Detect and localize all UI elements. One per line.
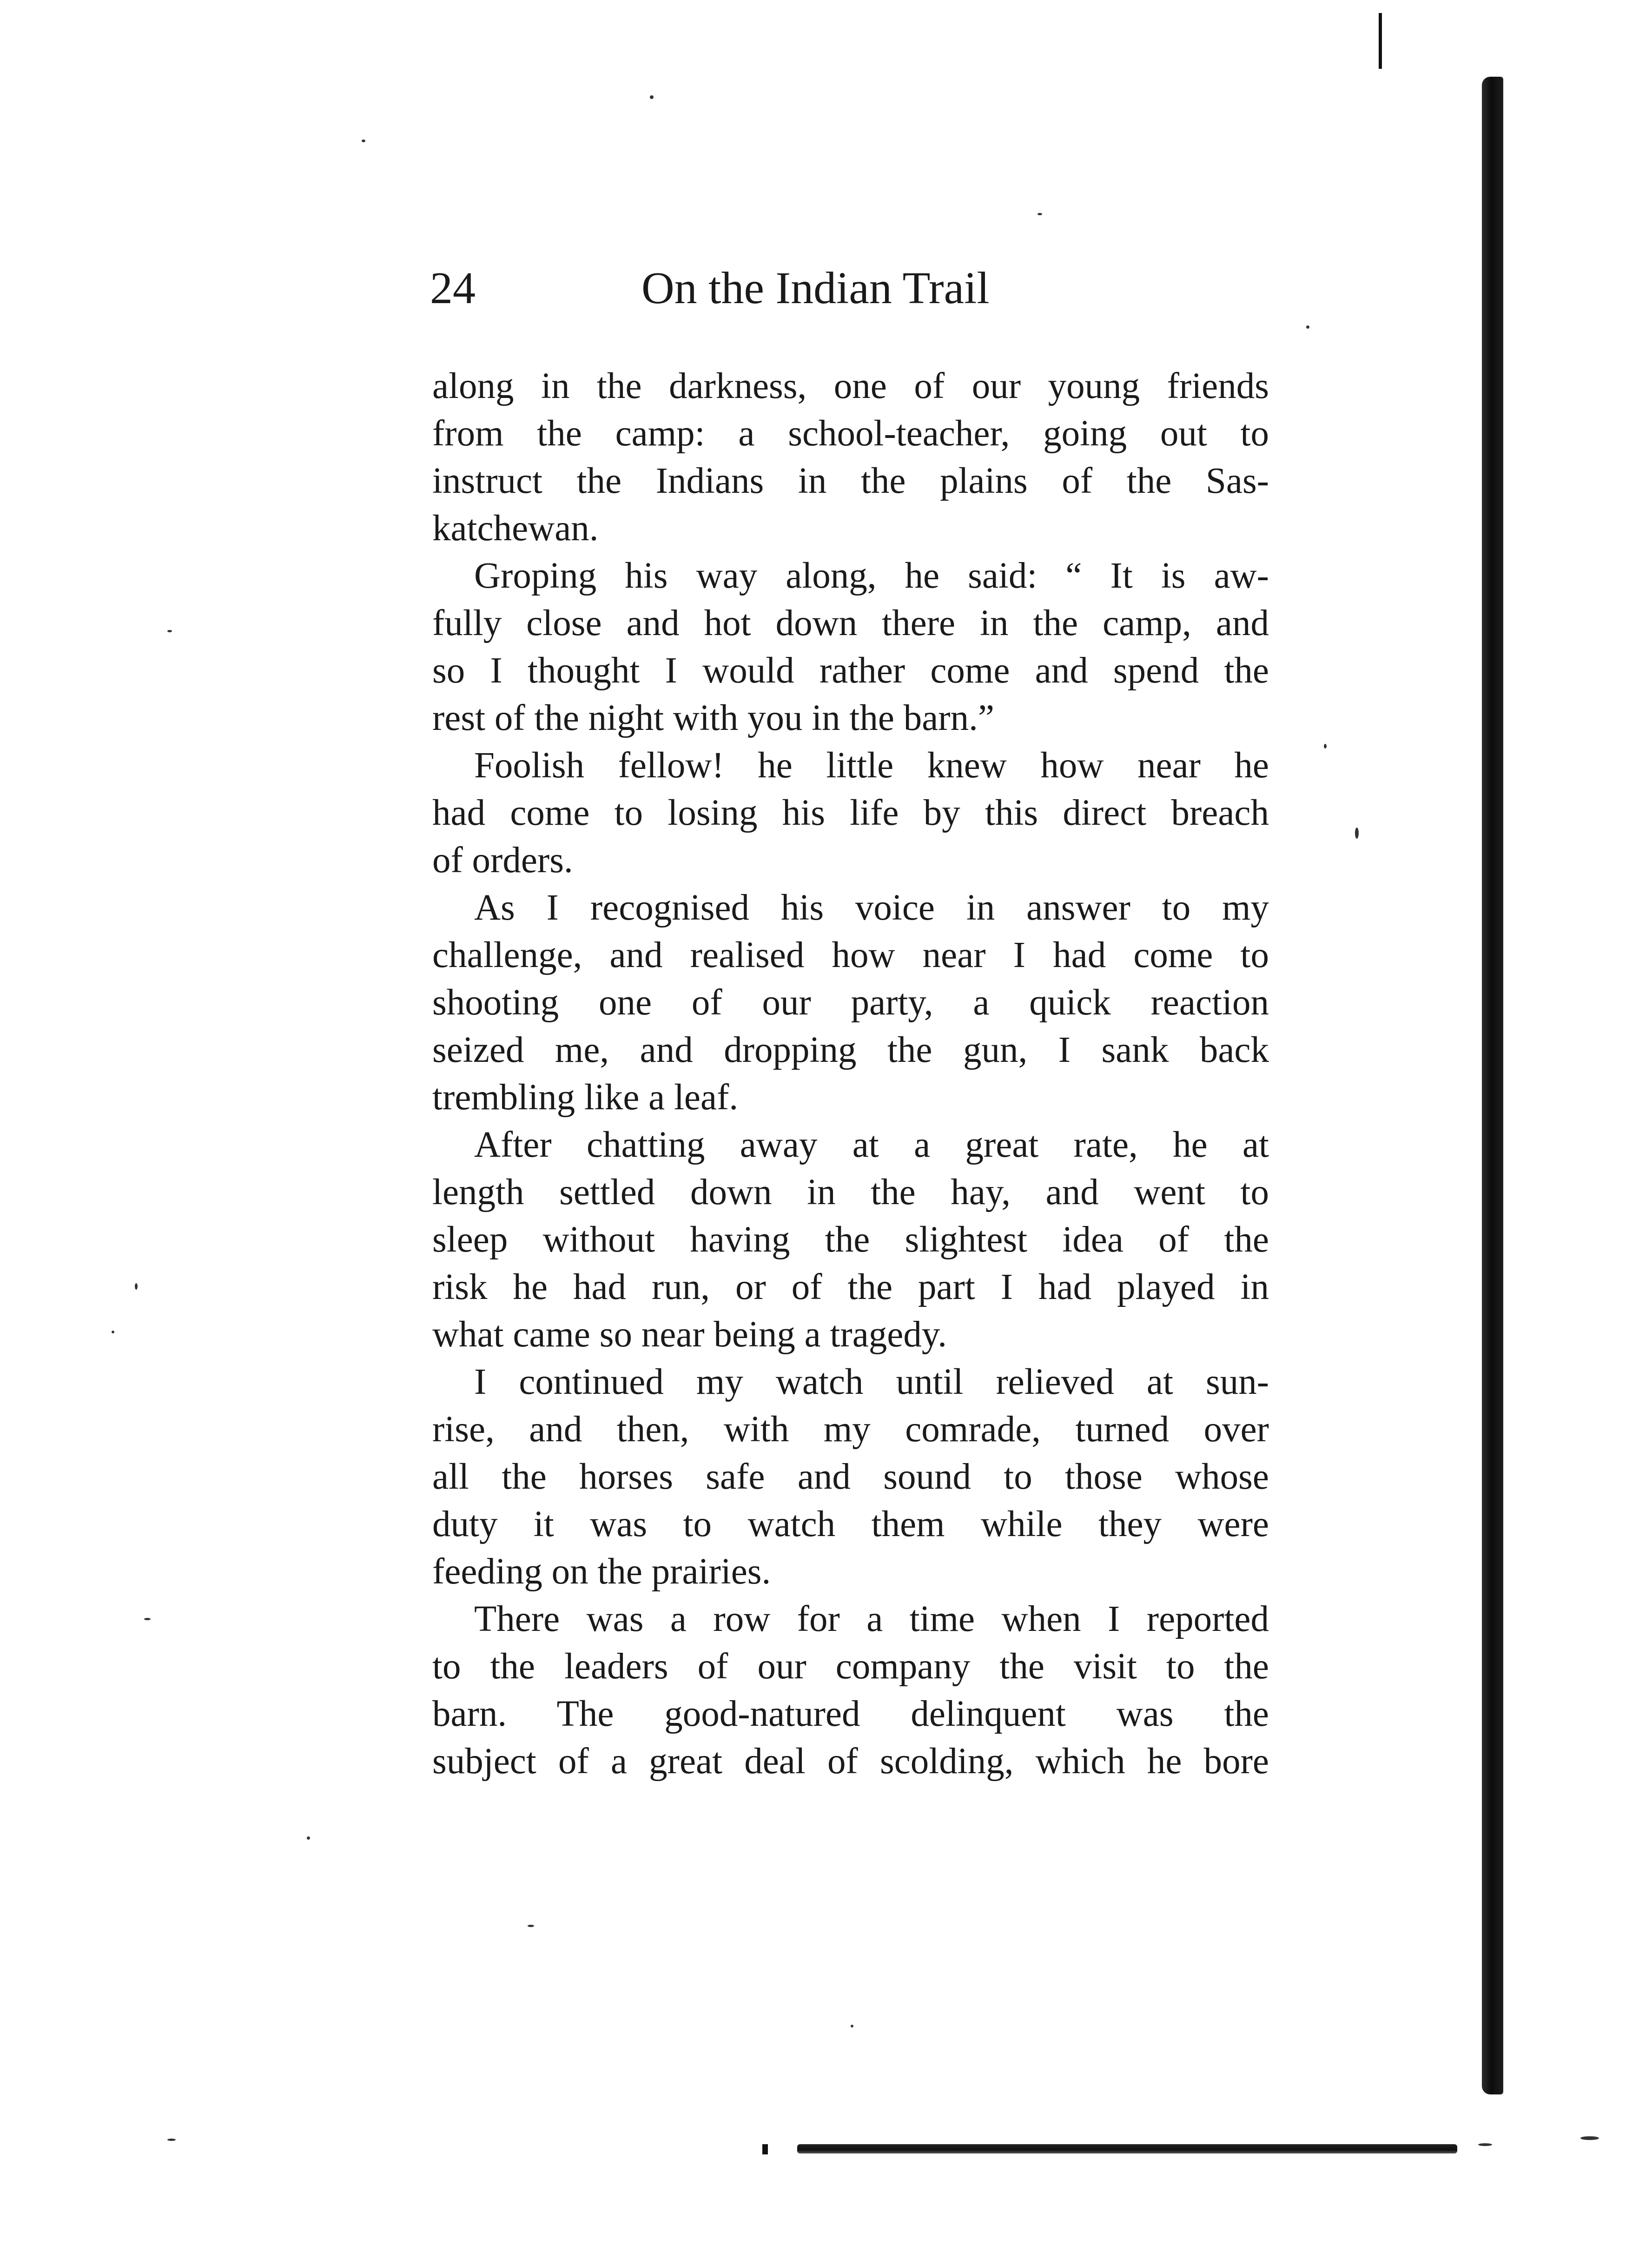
text-line: Groping his way along, he said: “ It is aw- (474, 556, 1269, 596)
text-line: all the horses safe and sound to those whose (432, 1457, 1269, 1497)
scan-speck (167, 630, 172, 632)
scan-speck (851, 2025, 853, 2027)
paragraph-3 (432, 742, 1269, 884)
scan-speck (1306, 325, 1309, 329)
text-line: subject of a great deal of scolding, which he bore (432, 1741, 1269, 1782)
text-line: had come to losing his life by this direct breach (432, 793, 1269, 833)
scan-edge-mark (1379, 13, 1382, 69)
text-line: duty it was to watch them while they were (432, 1504, 1269, 1544)
paragraph-2 (432, 552, 1269, 742)
text-line: After chatting away at a great rate, he at (474, 1125, 1269, 1165)
text-line: rest of the night with you in the barn.” (432, 698, 994, 738)
scan-speck (528, 1925, 534, 1927)
text-line: shooting one of our party, a quick reaction (432, 982, 1269, 1023)
running-head (430, 260, 1090, 316)
text-line: As I recognised his voice in answer to my (474, 888, 1269, 928)
text-line: challenge, and realised how near I had come to (432, 935, 1269, 975)
scan-speck (1580, 2136, 1599, 2140)
paragraph-1 (432, 363, 1269, 552)
running-title: On the Indian Trail (641, 263, 990, 313)
text-line: There was a row for a time when I reported (474, 1599, 1269, 1639)
text-line: trembling like a leaf. (432, 1077, 739, 1118)
body-text (432, 363, 1269, 1785)
text-line: katchewan. (432, 508, 599, 549)
paragraph-6 (432, 1358, 1269, 1596)
paragraph-7 (432, 1596, 1269, 1785)
scan-speck (1037, 213, 1042, 215)
text-line: sleep without having the slightest idea of the (432, 1219, 1269, 1260)
text-line: instruct the Indians in the plains of the Sas- (432, 461, 1269, 501)
scan-speck (144, 1618, 151, 1620)
scan-speck (1478, 2143, 1492, 2146)
text-line: I continued my watch until relieved at sun- (474, 1362, 1269, 1402)
text-line: what came so near being a tragedy. (432, 1314, 947, 1355)
scan-edge-mark (762, 2144, 768, 2154)
text-line: Foolish fellow! he little knew how near he (474, 745, 1269, 786)
scan-speck (135, 1283, 138, 1290)
text-line: seized me, and dropping the gun, I sank back (432, 1030, 1269, 1070)
scan-speck (307, 1836, 310, 1840)
paragraph-4 (432, 884, 1269, 1121)
scan-speck (1355, 828, 1359, 839)
scan-speck (650, 95, 654, 99)
scan-speck (167, 2139, 176, 2141)
scan-speck (112, 1331, 114, 1333)
text-line: of orders. (432, 840, 573, 881)
text-line: risk he had run, or of the part I had played in (432, 1267, 1269, 1307)
text-line: so I thought I would rather come and spend the (432, 650, 1269, 691)
paragraph-5 (432, 1121, 1269, 1358)
text-line: length settled down in the hay, and went to (432, 1172, 1269, 1212)
text-line: fully close and hot down there in the camp, and (432, 603, 1269, 643)
scan-speck (1324, 744, 1327, 749)
page-gutter-shadow (1482, 77, 1503, 2094)
text-line: rise, and then, with my comrade, turned over (432, 1409, 1269, 1450)
scan-speck (362, 139, 365, 142)
page-bottom-edge-shadow (797, 2144, 1457, 2153)
text-line: feeding on the prairies. (432, 1551, 771, 1592)
text-line: barn. The good-natured delinquent was the (432, 1694, 1269, 1734)
page-number: 24 (430, 263, 476, 313)
text-line: from the camp: a school-teacher, going out to (432, 413, 1269, 454)
text-line: to the leaders of our company the visit to the (432, 1646, 1269, 1687)
text-line: along in the darkness, one of our young friends (432, 366, 1269, 406)
